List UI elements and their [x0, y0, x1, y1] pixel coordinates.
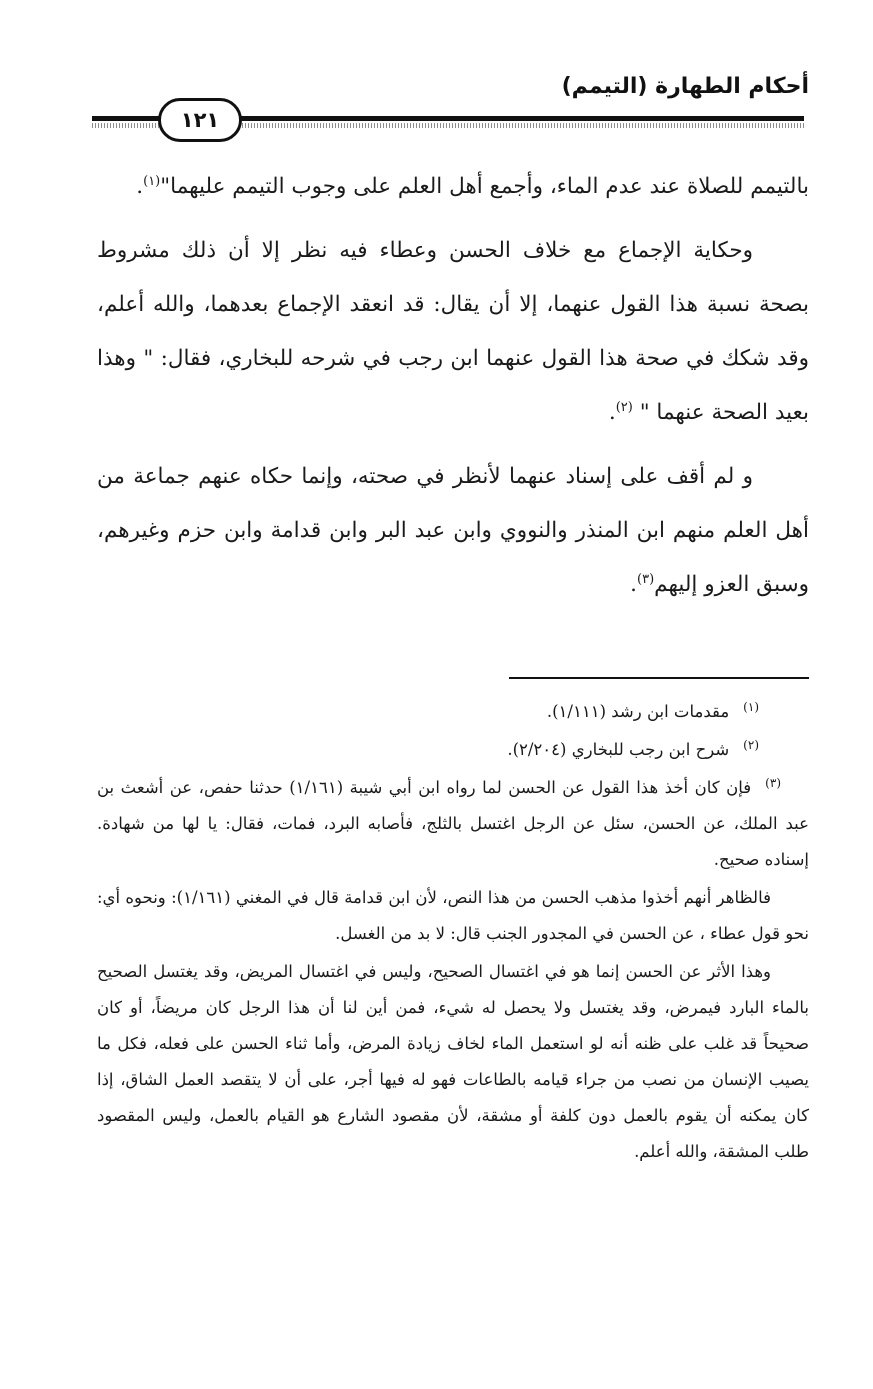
- paragraph-1-text: بالتيمم للصلاة عند عدم الماء، وأجمع أهل العلم على وجوب التيمم عليهما": [160, 174, 809, 199]
- footnote-3-continuation-2: وهذا الأثر عن الحسن إنما هو في اغتسال الصحيح، وليس في اغتسال المريض، وقد يغتسل الصحيح بالماء البارد فيمرض، وقد يغتسل ولا يحصل له شيء، فمن أين لنا أن هذا الرجل كان مريضاً، أو كان صحيحاً قد غلب على ظنه أنه لو استعمل الماء لخاف زيادة المرض، وأما ثناء الحسن على فعله، فكل ما يصيب الإنسان من نصب من جراء قيامه بالطاعات فهو له فيها أجر، على أن لا يتقصد العمل الشاق، إذا كان يمكنه أن يقوم بالعمل دون كلفة أو مشقة، لأن مقصود الشارع هو القيام بالعمل، وليس المقصود طلب المشقة، والله أعلم.: [97, 962, 809, 1161]
- paragraph-3: [97, 450, 809, 612]
- footnote-ref-2: (٢): [615, 399, 633, 415]
- footnote-text: شرح ابن رجب للبخاري (٢/٢٠٤).: [507, 740, 730, 759]
- paragraph-2: [97, 224, 809, 440]
- paragraph-3-text: و لم أقف على إسناد عنهما لأنظر في صحته، وإنما حكاه عنهم جماعة من أهل العلم منهم ابن المنذر والنووي وابن عبد البر وابن قدامة وابن حزم وغيرهم، وسبق العزو إليهم: [97, 464, 809, 597]
- main-text: [97, 160, 809, 622]
- footnote-1: (١)مقدمات ابن رشد (١/١١١).: [546, 699, 759, 721]
- footnote-separator: [509, 677, 809, 679]
- footnote-3-continuation-1: فالظاهر أنهم أخذوا مذهب الحسن من هذا النص، لأن ابن قدامة قال في المغني (١/١٦١): ونحوه أي: نحو قول عطاء ، عن الحسن في المجدور الجنب قال: لا بد من الغسل.: [97, 888, 809, 943]
- paragraph-1: [97, 160, 809, 214]
- paragraph-3-end: .: [630, 572, 637, 597]
- footnote-text: فإن كان أخذ هذا القول عن الحسن لما رواه ابن أبي شيبة (١/١٦١) حدثنا حفص، عن أشعث بن عبد الملك، عن الحسن، سئل عن الرجل اغتسل بالثلج، فأصابه البرد، فمات، فقال: يا لها من شهادة. إسناده صحيح.: [97, 778, 809, 869]
- paragraph-1-end: .: [136, 174, 144, 199]
- footnotes: [97, 694, 809, 1172]
- paragraph-2-text: وحكاية الإجماع مع خلاف الحسن وعطاء فيه نظر إلا أن ذلك مشروط بصحة نسبة هذا القول عنهما، إلا أن يقال: قد انعقد الإجماع بعدهما، والله أعلم، وقد شكك في صحة هذا القول عنهما ابن رجب في شرحه للبخاري، فقال: " وهذا بعيد الصحة عنهما ": [97, 238, 809, 425]
- running-header-title: أحكام الطهارة (التيمم): [561, 74, 809, 99]
- page-number-badge: ١٢١: [158, 98, 242, 142]
- footnote-ref-1: (١): [143, 173, 161, 189]
- footnote-ref-3: (٣): [637, 571, 655, 587]
- footnote-3: (٣)فإن كان أخذ هذا القول عن الحسن لما رواه ابن أبي شيبة (١/١٦١) حدثنا حفص، عن أشعث بن عبد الملك، عن الحسن، سئل عن الرجل اغتسل بالثلج، فأصابه البرد، فمات، فقال: يا لها من شهادة. إسناده صحيح.: [97, 775, 809, 869]
- footnote-2: (٢)شرح ابن رجب للبخاري (٢/٢٠٤).: [507, 737, 759, 759]
- footnote-text: مقدمات ابن رشد (١/١١١).: [546, 702, 730, 721]
- paragraph-2-end: .: [608, 400, 616, 425]
